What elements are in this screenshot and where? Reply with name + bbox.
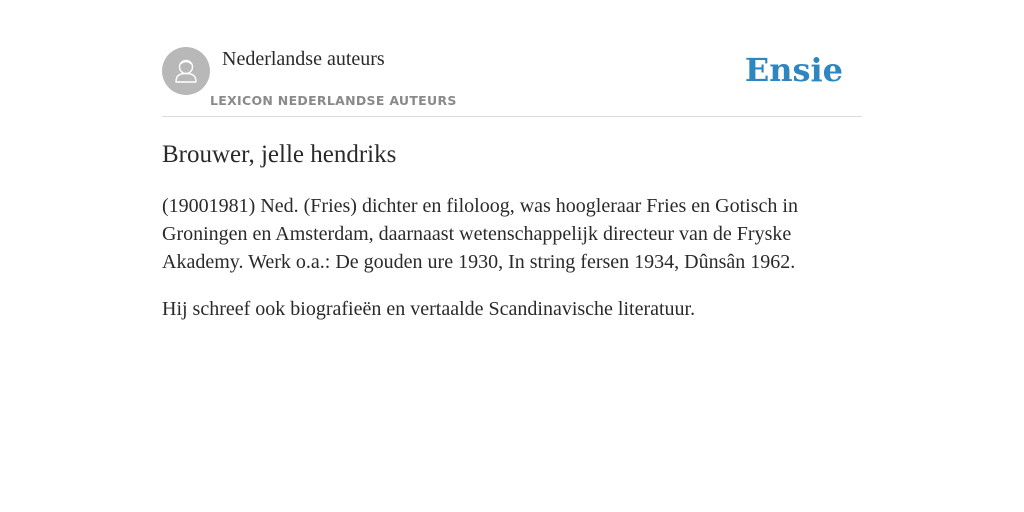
article-paragraph: (19001981) Ned. (Fries) dichter en filoloog, was hoogleraar Fries en Gotisch in Groningen en Amsterdam, daarnaast wetenschappelijk directeur van de Fryske Akademy. Werk o.a.: De gouden ure 1930, In string fersen 1934, Dûnsân 1962.	[162, 195, 798, 273]
author-avatar[interactable]	[162, 47, 210, 95]
article-title: Brouwer, jelle hendriks	[162, 141, 397, 168]
brand-logo[interactable]: Ensie	[744, 51, 843, 89]
article-body	[162, 192, 862, 342]
lexicon-link[interactable]: LEXICON NEDERLANDSE AUTEURS	[210, 93, 457, 108]
article-paragraph: Hij schreef ook biografieën en vertaalde Scandinavische literatuur.	[162, 298, 696, 320]
author-name[interactable]: Nederlandse auteurs	[222, 48, 385, 70]
user-icon	[162, 47, 210, 95]
page-header	[162, 46, 862, 117]
